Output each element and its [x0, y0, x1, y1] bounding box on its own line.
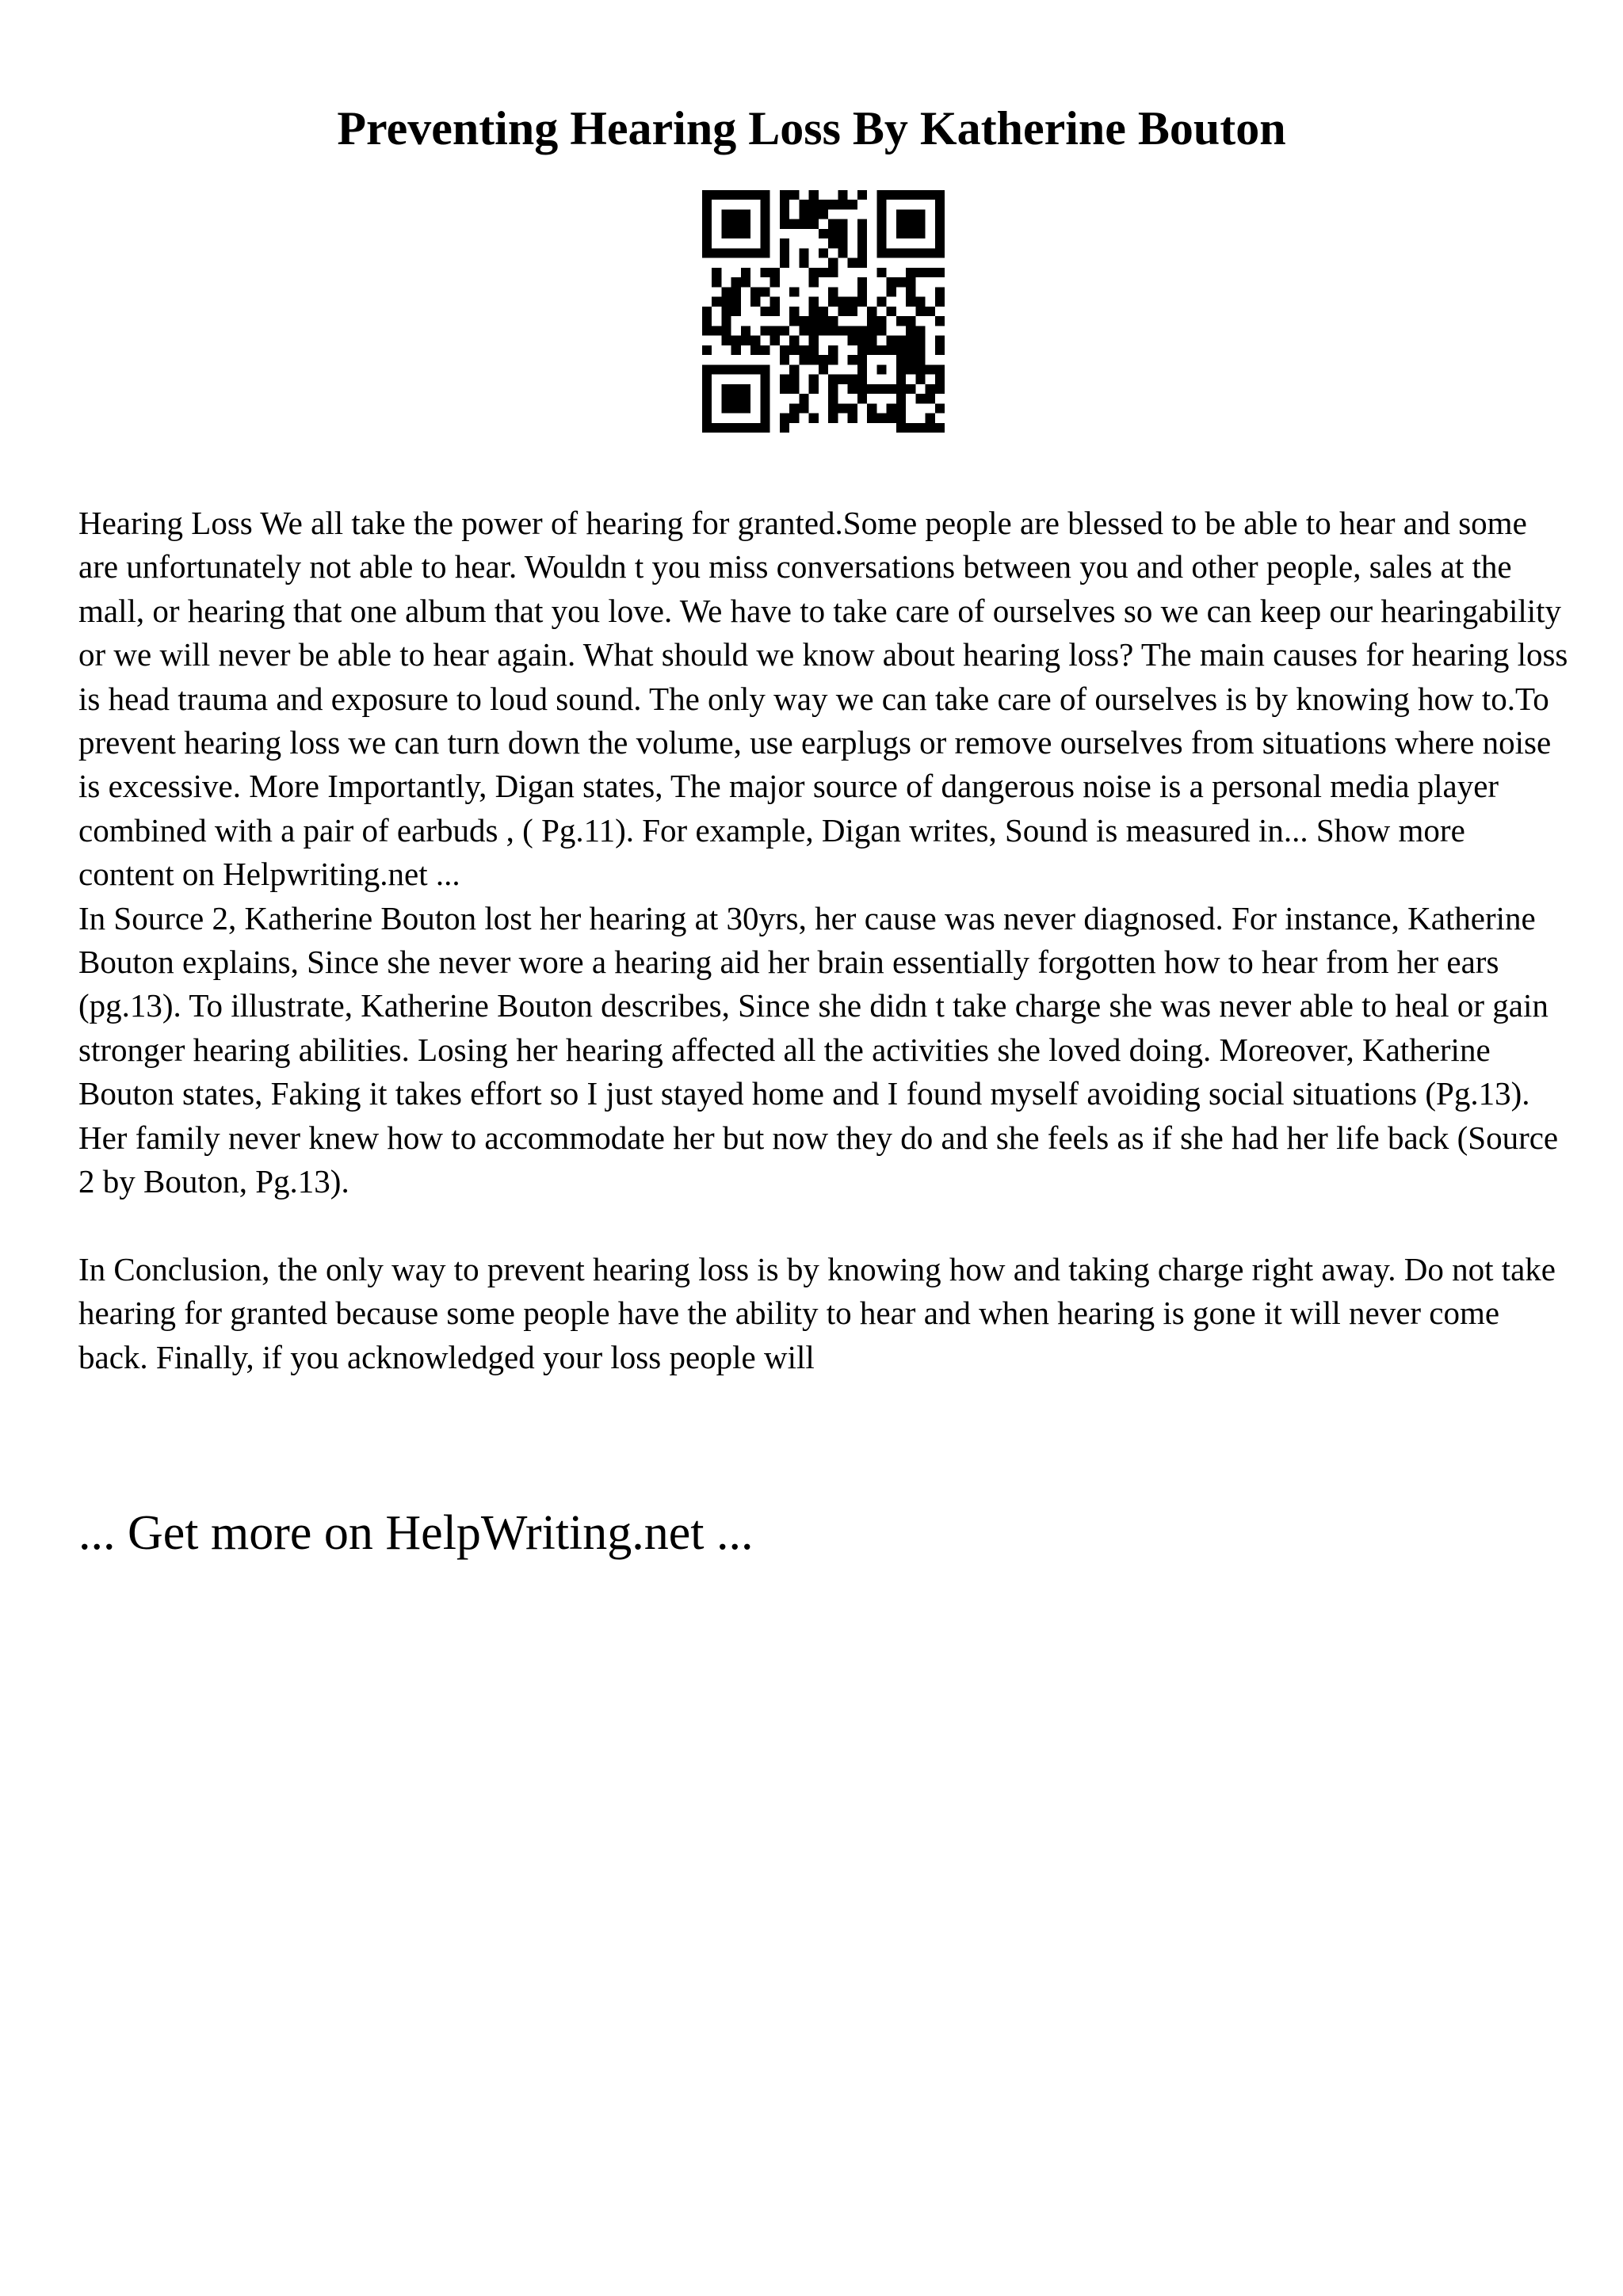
qr-code-icon: [702, 190, 945, 433]
get-more-link[interactable]: ... Get more on HelpWriting.net ...: [78, 1506, 754, 1560]
document-title: Preventing Hearing Loss By Katherine Bouton: [337, 102, 1286, 154]
paragraph-spacer: [78, 1204, 1568, 1248]
paragraph-intro: Hearing Loss We all take the power of hearing for granted.Some people are blessed to be able to hear and some are unfortunately not able to hear. Wouldn t you miss conversations between you and other people, sales at the mall, or hearing that one album that you love. We have to take care of ourselves so we can keep our hearingability or we will never be able to hear again. What should we know about hearing loss? The main causes for hearing loss is head trauma and exposure to loud sound. The only way we can take care of ourselves is by knowing how to.To prevent hearing loss we can turn down the volume, use earplugs or remove ourselves from situations where noise is excessive. More Importantly, Digan states, The major source of dangerous noise is a personal media player combined with a pair of earbuds , ( Pg.11). For example, Digan writes, Sound is measured in... Show more content on Helpwriting.net ...: [78, 505, 1568, 893]
paragraph-conclusion: In Conclusion, the only way to prevent hearing loss is by knowing how and taking charge right away. Do not take hearing for granted because some people have the ability to hear and when hearing is gone it will never come back. Finally, if you acknowledged your loss people will: [78, 1250, 1556, 1375]
paragraph-source-2: In Source 2, Katherine Bouton lost her hearing at 30yrs, her cause was never diagnosed. For instance, Katherine Bouton explains, Since she never wore a hearing aid her brain essentially forgotten how to hear from her ears (pg.13). To illustrate, Katherine Bouton describes, Since she didn t take charge she was never able to heal or gain stronger hearing abilities. Losing her hearing affected all the activities she loved doing. Moreover, Katherine Bouton states, Faking it takes effort so I just stayed home and I found myself avoiding social situations (Pg.13). Her family never knew how to accommodate her but now they do and she feels as if she had her life back (Source 2 by Bouton, Pg.13).: [78, 899, 1559, 1200]
document-body: [78, 502, 1568, 1379]
